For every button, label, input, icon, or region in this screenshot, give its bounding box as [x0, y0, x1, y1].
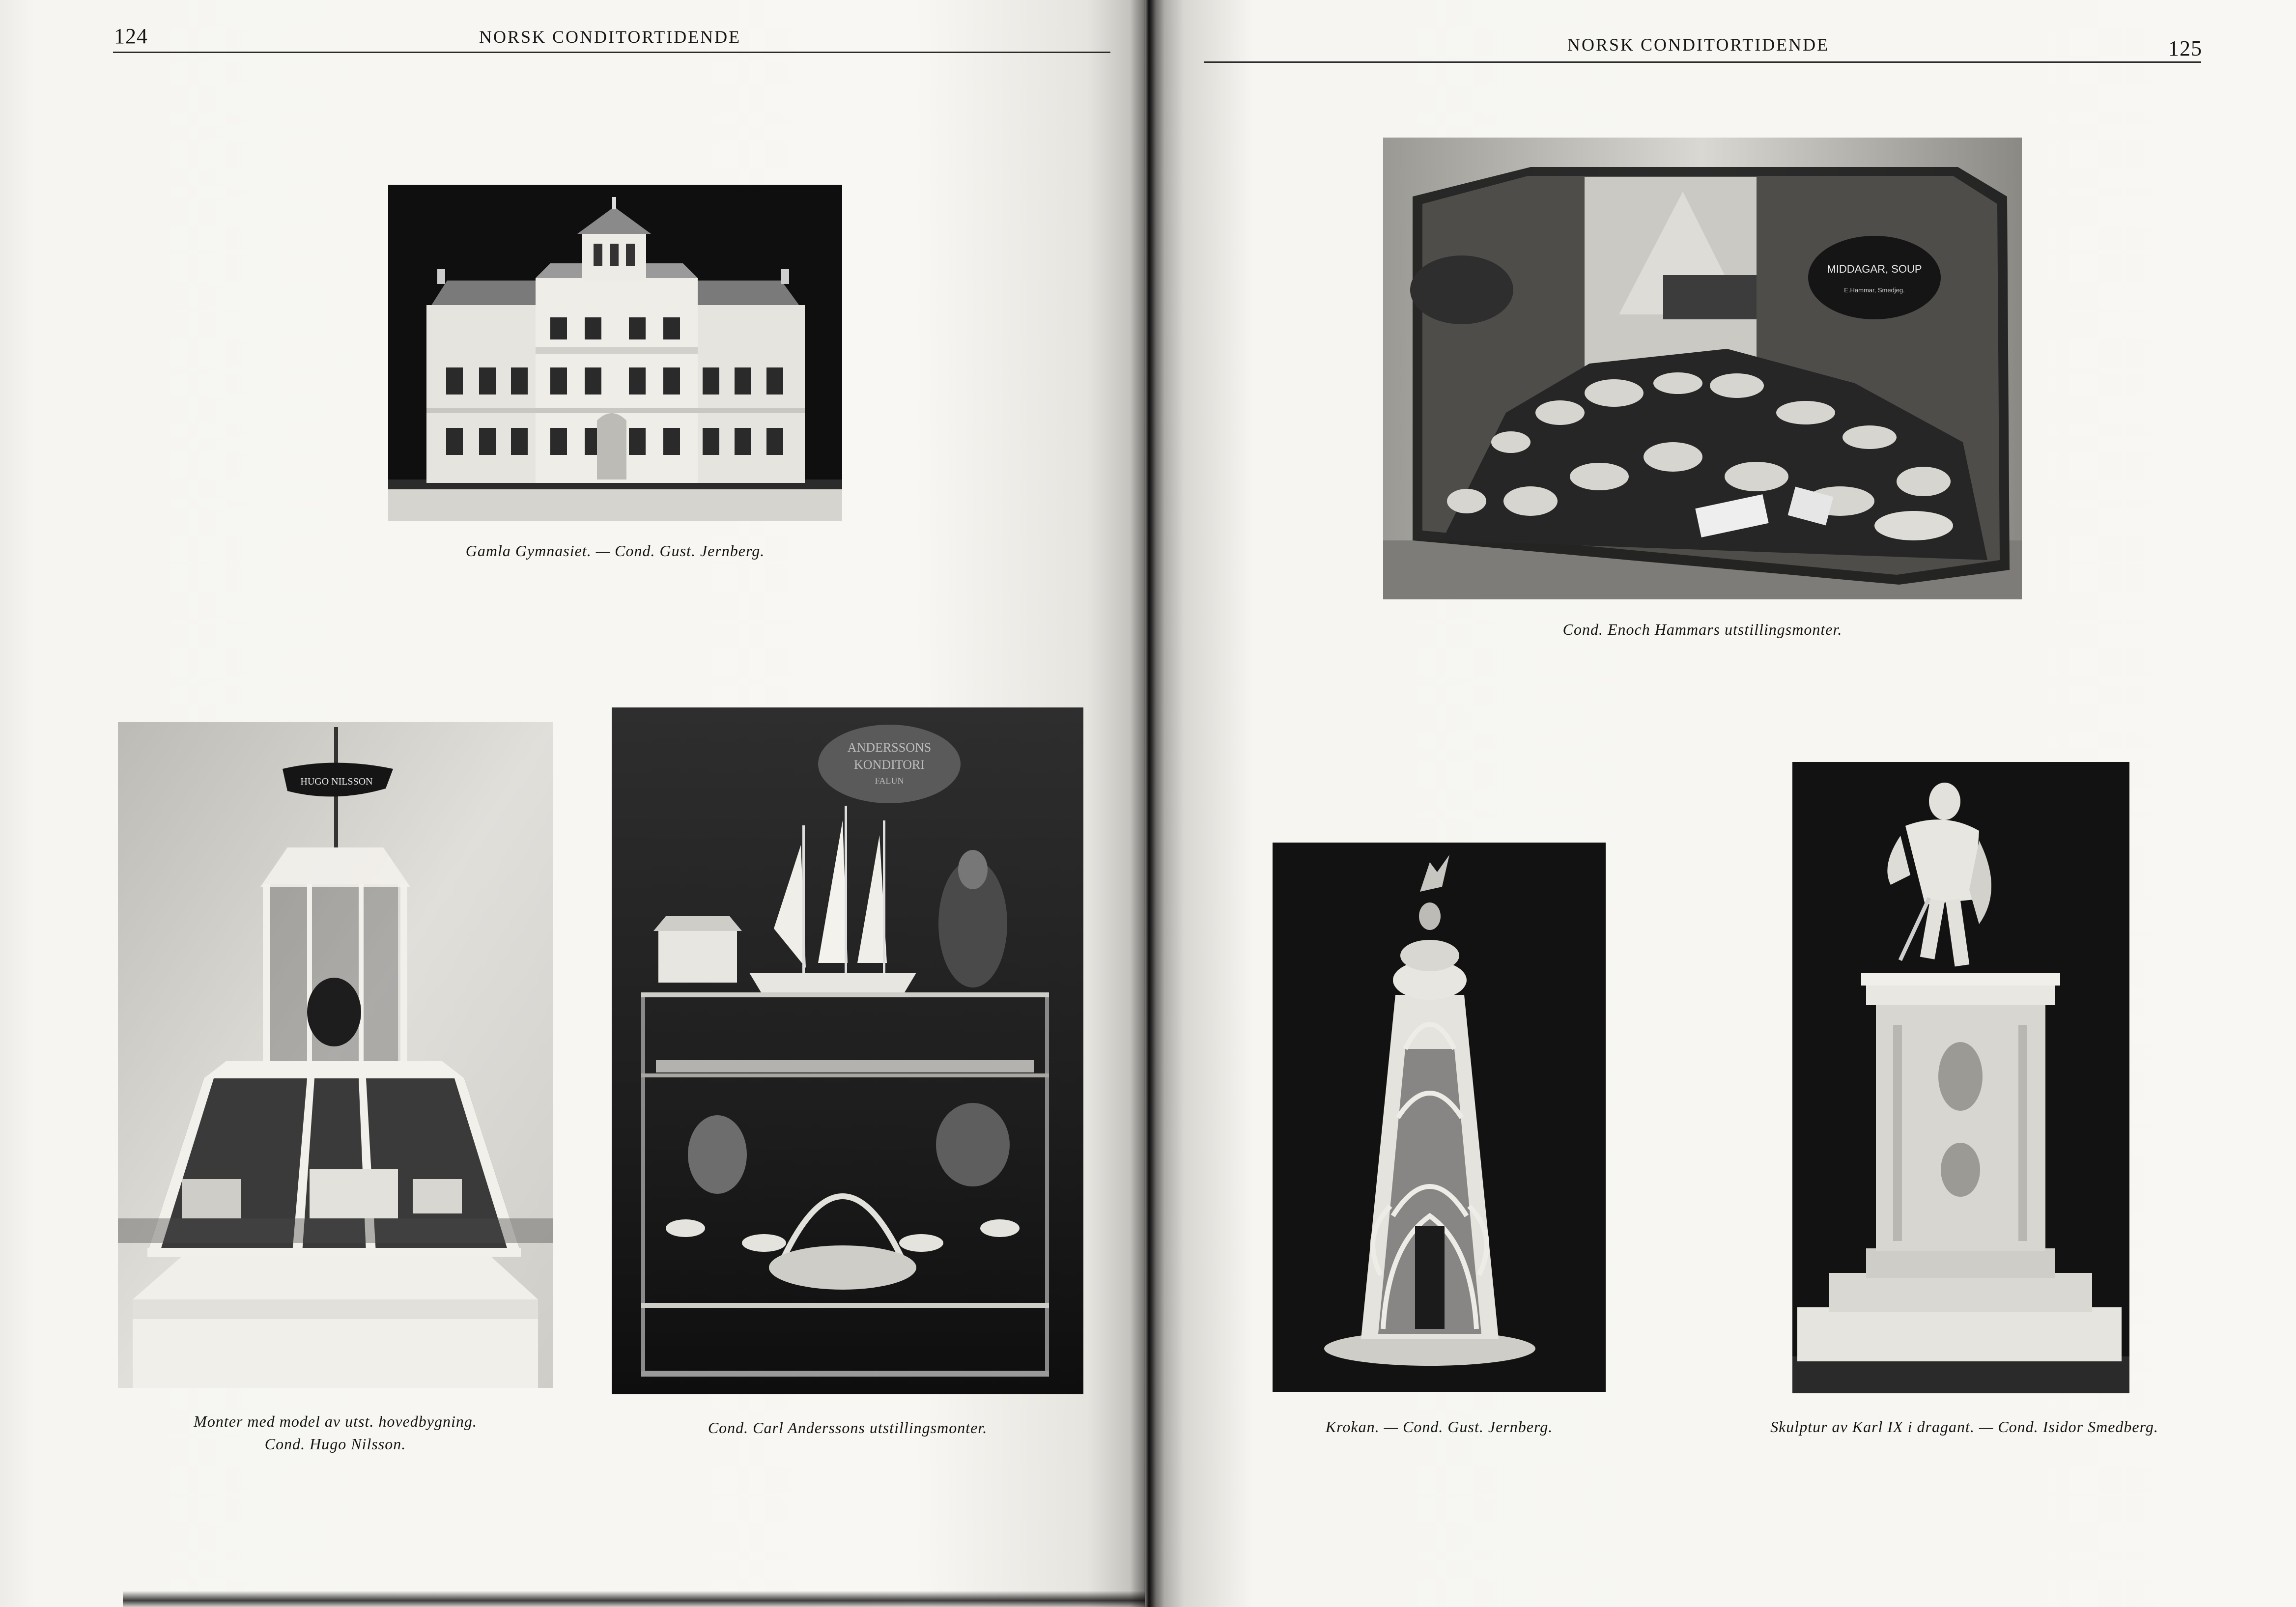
sign-text-2: E.Hammar, Smedjeg. — [1844, 286, 1905, 294]
photo-krokan — [1273, 843, 1606, 1392]
page-edge-shadow — [123, 1591, 1145, 1607]
page-number: 125 — [2168, 36, 2202, 60]
header-rule — [113, 52, 1110, 53]
sign-text-2: KONDITORI — [854, 758, 925, 772]
caption-hugo-nilsson — [118, 1410, 553, 1455]
banner-text: HUGO NILSSON — [300, 776, 373, 787]
caption-karl-ix: Skulptur av Karl IX i dragant. — Cond. Isidor Smedberg. — [1770, 1418, 2158, 1436]
photo-karl-ix-skulptur — [1792, 762, 2129, 1393]
page-number: 124 — [114, 24, 148, 48]
caption-line-1: Monter med model av utst. hovedbygning. — [194, 1412, 477, 1430]
right-page — [1150, 0, 2296, 1607]
caption-enoch-hammar: Cond. Enoch Hammars utstillingsmonter. — [1562, 620, 1842, 638]
caption-line-2: Cond. Hugo Nilsson. — [264, 1435, 406, 1453]
caption-carl-andersson: Cond. Carl Anderssons utstillingsmonter. — [708, 1419, 988, 1437]
photo-gamla-gymnasiet — [388, 185, 842, 521]
book-gutter — [1130, 0, 1164, 1607]
caption-krokan: Krokan. — Cond. Gust. Jernberg. — [1325, 1418, 1553, 1436]
sign-text-1: ANDERSSONS — [847, 740, 932, 755]
header-rule — [1204, 61, 2201, 63]
photo-carl-andersson-monter — [612, 707, 1083, 1394]
sign-text-1: MIDDAGAR, SOUP — [1827, 263, 1922, 275]
sign-text-3: FALUN — [875, 776, 904, 786]
photo-enoch-hammar-monter — [1383, 138, 2022, 599]
running-head: NORSK CONDITORTIDENDE — [1567, 35, 1830, 55]
left-page — [0, 0, 1145, 1607]
running-head: NORSK CONDITORTIDENDE — [479, 27, 741, 47]
photo-hugo-nilsson-monter — [118, 722, 553, 1388]
caption-gamla-gymnasiet: Gamla Gymnasiet. — Cond. Gust. Jernberg. — [465, 542, 765, 560]
